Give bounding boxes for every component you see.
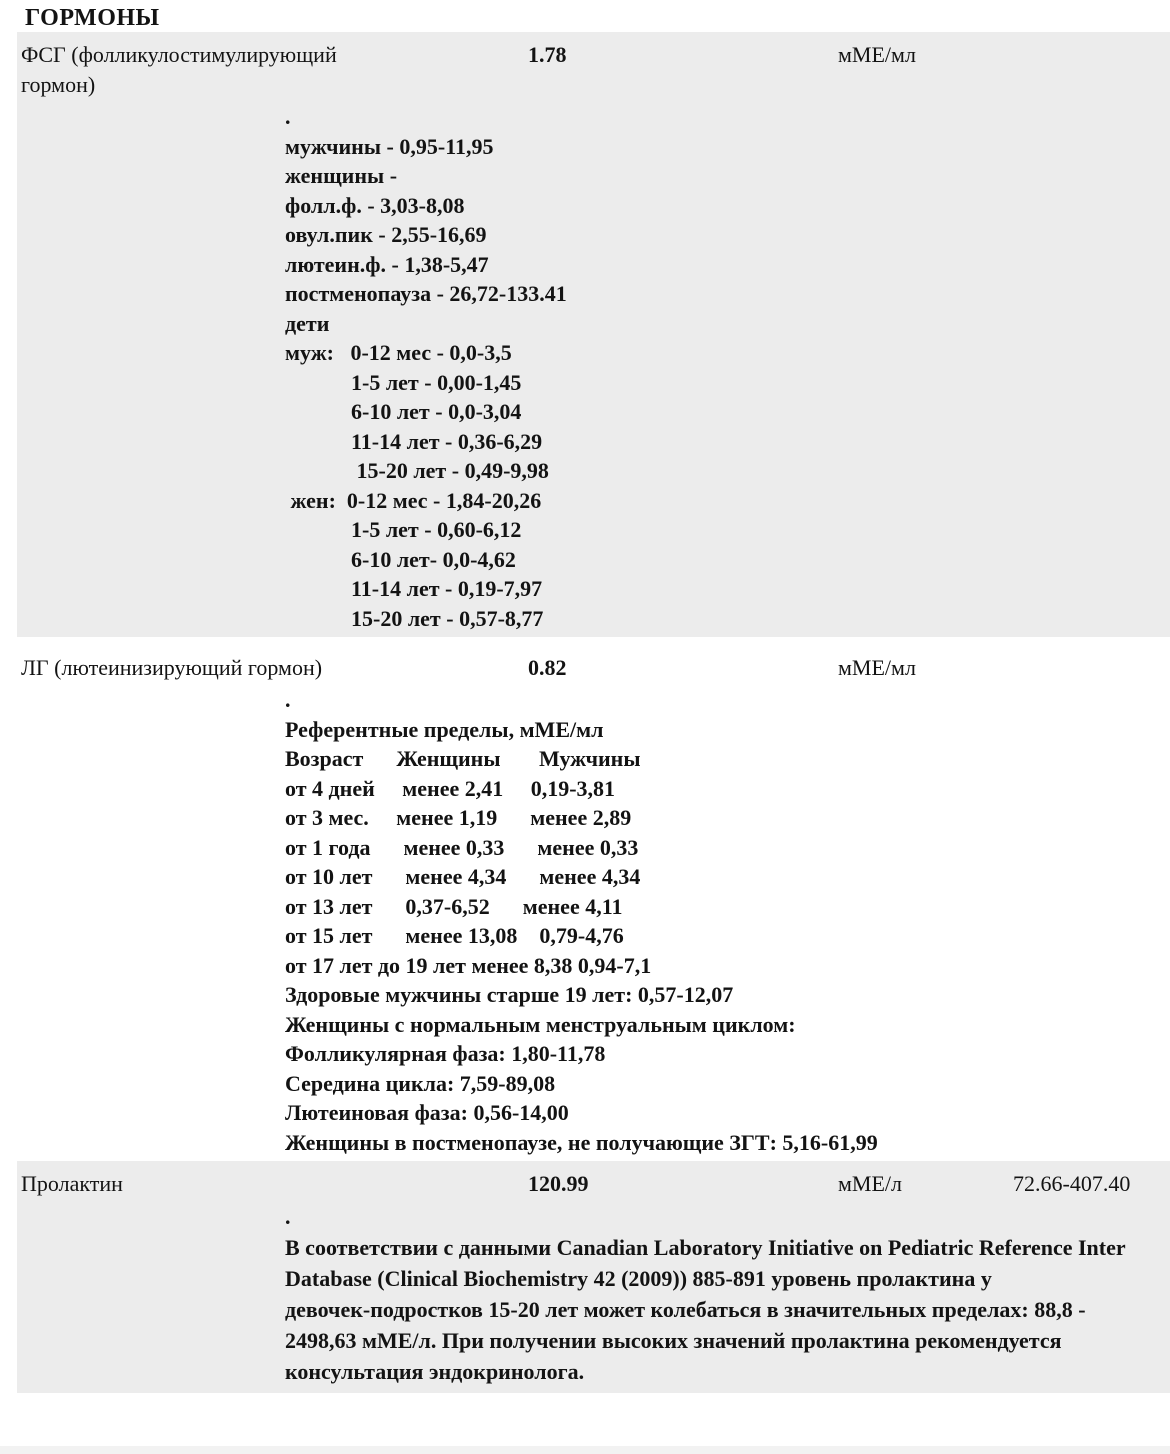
test-name: Пролактин xyxy=(21,1171,123,1196)
result-units: мМЕ/л xyxy=(838,1171,903,1196)
reference-line: Середина цикла: 7,59-89,08 xyxy=(285,1070,556,1096)
result-value: 0.82 xyxy=(528,655,567,680)
result-reference-range xyxy=(1013,653,1170,683)
comment-line: консультация эндокринолога. xyxy=(285,1359,585,1384)
test-name: ЛГ (лютеинизирующий гормон) xyxy=(21,655,323,680)
reference-line: лютеин.ф. - 1,38-5,47 xyxy=(285,251,489,277)
comment-line: . xyxy=(285,1204,291,1229)
test-section-prolactin xyxy=(17,1161,1170,1393)
comment-line: 2498,63 мМЕ/л. При получении высоких значений пролактина рекомендуется xyxy=(285,1328,1062,1353)
reference-line: Женщины в постменопаузе, не получающие ЗГТ: 5,16-61,99 xyxy=(285,1129,878,1155)
test-section-lg xyxy=(17,637,1170,1161)
comment-line: В соответствии с данными Canadian Laboratory Initiative on Pediatric Reference Inter xyxy=(285,1235,1126,1260)
reference-line: дети xyxy=(285,310,330,336)
page-title: ГОРМОНЫ xyxy=(25,5,160,31)
reference-line: . xyxy=(285,687,291,712)
comment-line: девочек-подростков 15-20 лет может колебаться в значительных пределах: 88,8 - xyxy=(285,1297,1086,1322)
reference-line: 11-14 лет - 0,36-6,29 xyxy=(285,428,543,454)
test-row xyxy=(17,32,1170,100)
reference-line: от 15 лет менее 13,08 0,79-4,76 xyxy=(285,923,624,948)
comment-lines xyxy=(17,1199,1170,1393)
result-value: 120.99 xyxy=(528,1171,589,1196)
reference-line: 6-10 лет - 0,0-3,04 xyxy=(285,399,522,424)
reference-line: Женщины с нормальным менструальным циклом: xyxy=(285,1011,796,1037)
result-reference-range xyxy=(1013,40,1170,100)
reference-line: 1-5 лет - 0,60-6,12 xyxy=(285,517,522,542)
reference-line: муж: 0-12 мес - 0,0-3,5 xyxy=(285,340,512,365)
reference-line: от 10 лет менее 4,34 менее 4,34 xyxy=(285,864,641,889)
reference-line: жен: 0-12 мес - 1,84-20,26 xyxy=(285,487,542,513)
reference-line: Возраст Женщины Мужчины xyxy=(285,746,641,771)
test-row xyxy=(17,637,1170,683)
reference-line: . xyxy=(285,104,291,129)
reference-line: постменопауза - 26,72-133.41 xyxy=(285,281,567,306)
reference-line: 15-20 лет - 0,49-9,98 xyxy=(285,458,549,483)
reference-line: 11-14 лет - 0,19-7,97 xyxy=(285,576,543,601)
reference-line: Здоровые мужчины старше 19 лет: 0,57-12,07 xyxy=(285,982,734,1007)
result-value: 1.78 xyxy=(528,42,567,67)
reference-line: 6-10 лет- 0,0-4,62 xyxy=(285,546,516,572)
reference-line: мужчины - 0,95-11,95 xyxy=(285,133,494,159)
reference-lines xyxy=(17,100,1170,637)
reference-line: женщины - xyxy=(285,163,398,188)
result-reference-range: 72.66-407.40 xyxy=(1013,1171,1131,1196)
result-units: мМЕ/мл xyxy=(838,42,916,67)
test-name: ФСГ (фолликулостимулирующий гормон) xyxy=(21,42,337,97)
reference-line: Референтные пределы, мМЕ/мл xyxy=(285,716,604,742)
reference-line: от 13 лет 0,37-6,52 менее 4,11 xyxy=(285,893,623,919)
comment-line: Database (Clinical Biochemistry 42 (2009)) 885-891 уровень пролактина у xyxy=(285,1266,992,1291)
reference-line: от 1 года менее 0,33 менее 0,33 xyxy=(285,834,639,860)
reference-line: Лютеиновая фаза: 0,56-14,00 xyxy=(285,1100,569,1125)
reference-line: 15-20 лет - 0,57-8,77 xyxy=(285,605,544,631)
reference-line: от 17 лет до 19 лет менее 8,38 0,94-7,1 xyxy=(285,952,652,978)
result-units: мМЕ/мл xyxy=(838,655,916,680)
reference-line: 1-5 лет - 0,00-1,45 xyxy=(285,369,522,395)
bottom-strip xyxy=(0,1446,1170,1454)
reference-line: от 4 дней менее 2,41 0,19-3,81 xyxy=(285,775,616,801)
test-row xyxy=(17,1161,1170,1199)
test-section-fsg xyxy=(17,32,1170,637)
reference-line: от 3 мес. менее 1,19 менее 2,89 xyxy=(285,805,632,830)
reference-line: фолл.ф. - 3,03-8,08 xyxy=(285,192,465,218)
reference-line: овул.пик - 2,55-16,69 xyxy=(285,222,487,247)
reference-line: Фолликулярная фаза: 1,80-11,78 xyxy=(285,1041,606,1066)
reference-lines xyxy=(17,683,1170,1161)
